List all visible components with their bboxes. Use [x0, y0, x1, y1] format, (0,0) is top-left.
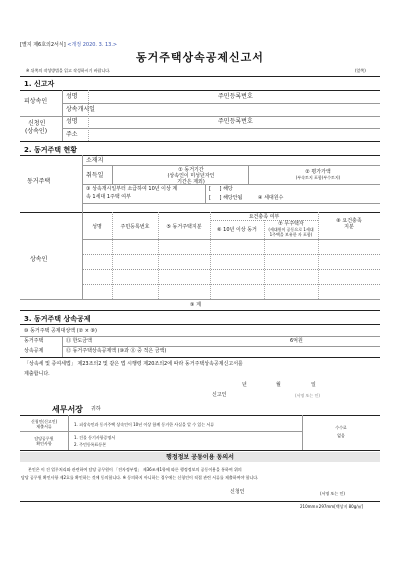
page-side-label: (앞쪽) [355, 68, 366, 73]
heir-label: 신청인 [28, 120, 46, 127]
check-no[interactable]: [ ] 해당안됨 [209, 195, 243, 201]
req-cohabitation: ⑥ 10년 이상 동거 [217, 227, 257, 233]
divider [20, 116, 380, 117]
divider [88, 90, 89, 141]
attachment-item-2: 1. 건물 등기사항증명서 [74, 435, 116, 440]
period-header: ① 동거기간 (상속인이 미성년자인 기간은 제외) [167, 167, 215, 185]
deduction-amount-label: ⑫ 동거주택상속공제액 (⑩과 ⑪ 중 적은 금액) [66, 348, 167, 354]
divider [210, 212, 211, 299]
house-label: 동거주택 [27, 178, 51, 185]
divider [82, 269, 380, 270]
divider [20, 310, 380, 311]
divider [20, 431, 302, 432]
heir-name-label: 성명 [66, 118, 78, 125]
consent-text: 본인은 이 건 업무처리와 관련하여 담당 공무원이 「전자정부법」 제36조제1항에 따른 행정정보의 공동이용을 통하여 위의 [28, 467, 242, 472]
requirement-header: 요건충족 여부 [248, 214, 280, 220]
divider [82, 254, 380, 255]
limit-value: 6억원 [290, 338, 303, 344]
location-label: 소재지 [86, 157, 104, 164]
total-label: ⑨ 계 [190, 302, 201, 308]
divider [20, 76, 380, 77]
divider [20, 141, 380, 142]
form-number: [별지 제6호의2서식] <개정 2020. 3. 13.> [20, 42, 118, 48]
divider [82, 203, 380, 204]
divider [205, 184, 206, 203]
divider [82, 239, 380, 240]
divider [62, 103, 380, 104]
consent-text-2: 담당 공무원 확인사항 제2호를 확인하는 것에 동의합니다. ※ 동의하지 아니하는 경우에는 신청인이 직접 관련 서류를 제출하여야 합니다. [21, 475, 259, 480]
form-title: 동거주택상속공제신고서 [136, 51, 264, 64]
paper-spec: 210mm×297mm[백상지 80g/㎡] [300, 504, 364, 509]
divider [112, 165, 113, 184]
consent-sign-note: (서명 또는 인) [320, 491, 345, 496]
divider [68, 415, 69, 450]
start-date-label: 상속개시일 [66, 106, 95, 113]
section2-heading: 2. 동거주택 현황 [24, 146, 77, 154]
honorific: 귀하 [91, 406, 101, 412]
heir-col-rrn: 주민등록번호 [120, 224, 150, 230]
acquired-label: 취득일 [86, 172, 104, 179]
heir-rrn-label: 주민등록번호 [218, 118, 253, 125]
section1-heading: 1. 신고자 [24, 80, 55, 88]
divider [62, 90, 63, 141]
section3-heading: 3. 동거주택 상속공제 [24, 315, 91, 323]
official-check-label: 담당공무원 확인사항 [34, 436, 54, 446]
divider [20, 90, 380, 91]
date-month: 월 [276, 382, 281, 388]
fee: 수수료 없음 [335, 425, 347, 438]
addressee: 세무서장 [52, 405, 83, 414]
divider [20, 357, 380, 358]
date-day: 일 [311, 382, 316, 388]
heirs-label: 상속인 [30, 256, 48, 263]
divider [82, 155, 83, 212]
divider [62, 128, 380, 129]
deduction-target: ⑩ 동거주택 공제대상액 (② × ⑨) [24, 328, 97, 334]
req-homeless: ⑦ 무주택자 (세대원이 공동으로 1세대 1주택을 보유한 자 포함) [268, 221, 314, 237]
revision-date: <개정 2020. 3. 13.> [67, 42, 118, 48]
req-share: ⑧ 요건충족 지분 [336, 218, 362, 230]
divider [82, 284, 380, 285]
divider [248, 165, 249, 184]
limit-label: ⑪ 한도금액 [66, 338, 92, 344]
address-label: 주소 [66, 131, 78, 138]
divider [20, 299, 380, 300]
divider [20, 324, 380, 325]
divider [20, 501, 380, 502]
signer-label: 신고인 [212, 392, 227, 398]
divider [62, 336, 63, 357]
divider [20, 155, 380, 156]
consent-signer: 신청인 [230, 489, 245, 495]
divider [62, 346, 380, 347]
household-count-label: ④ 세대원수 [258, 195, 284, 201]
date-year: 년 [242, 382, 247, 388]
decedent-name-label: 성명 [66, 93, 78, 100]
decedent-label: 피상속인 [24, 98, 48, 105]
heir-col-name: 성명 [92, 224, 102, 230]
divider [20, 450, 380, 451]
divider [20, 415, 380, 416]
decedent-rrn-label: 주민등록번호 [218, 93, 253, 100]
one-house-question: ③ 상속개시일부터 소급하여 10년 이상 계 속 1세대 1주택 여부 [86, 186, 178, 200]
divider [82, 165, 380, 166]
attachment-item-1: 1. 피상속인과 동거주택 상속인이 10년 이상 함께 동거한 사실을 알 수 있는 서류 [74, 422, 215, 427]
declaration-text: 「상속세 및 증여세법」 제23조의2 및 같은 법 시행령 제20조의2에 따라 동거주택상속공제신고서를 [24, 361, 243, 367]
appraisal-header: ② 평가가액 (부속토지 포함(부수토지) [295, 169, 341, 180]
check-yes[interactable]: [ ] 해당 [209, 186, 233, 192]
deduction-label-2: 상속공제 [24, 348, 44, 354]
heir-col-share: ⑤ 동거주택지분 [166, 224, 202, 230]
divider [20, 212, 380, 213]
declaration-text-2: 제출합니다. [24, 371, 50, 377]
heir-label-sub: (상속인) [25, 128, 48, 135]
attachment-item-3: 2. 주민등록표등본 [74, 442, 107, 447]
sign-note: (서명 또는 인) [295, 393, 320, 398]
instruction-note: ※ 뒤쪽의 작성방법을 읽고 작성하시기 바랍니다. [26, 68, 111, 73]
submit-docs-label: 신청인(신고인) 제출서류 [30, 419, 58, 429]
deduction-label-1: 동거주택 [24, 338, 44, 344]
consent-heading: 행정정보 공동이용 동의서 [166, 454, 234, 461]
divider [20, 336, 380, 337]
